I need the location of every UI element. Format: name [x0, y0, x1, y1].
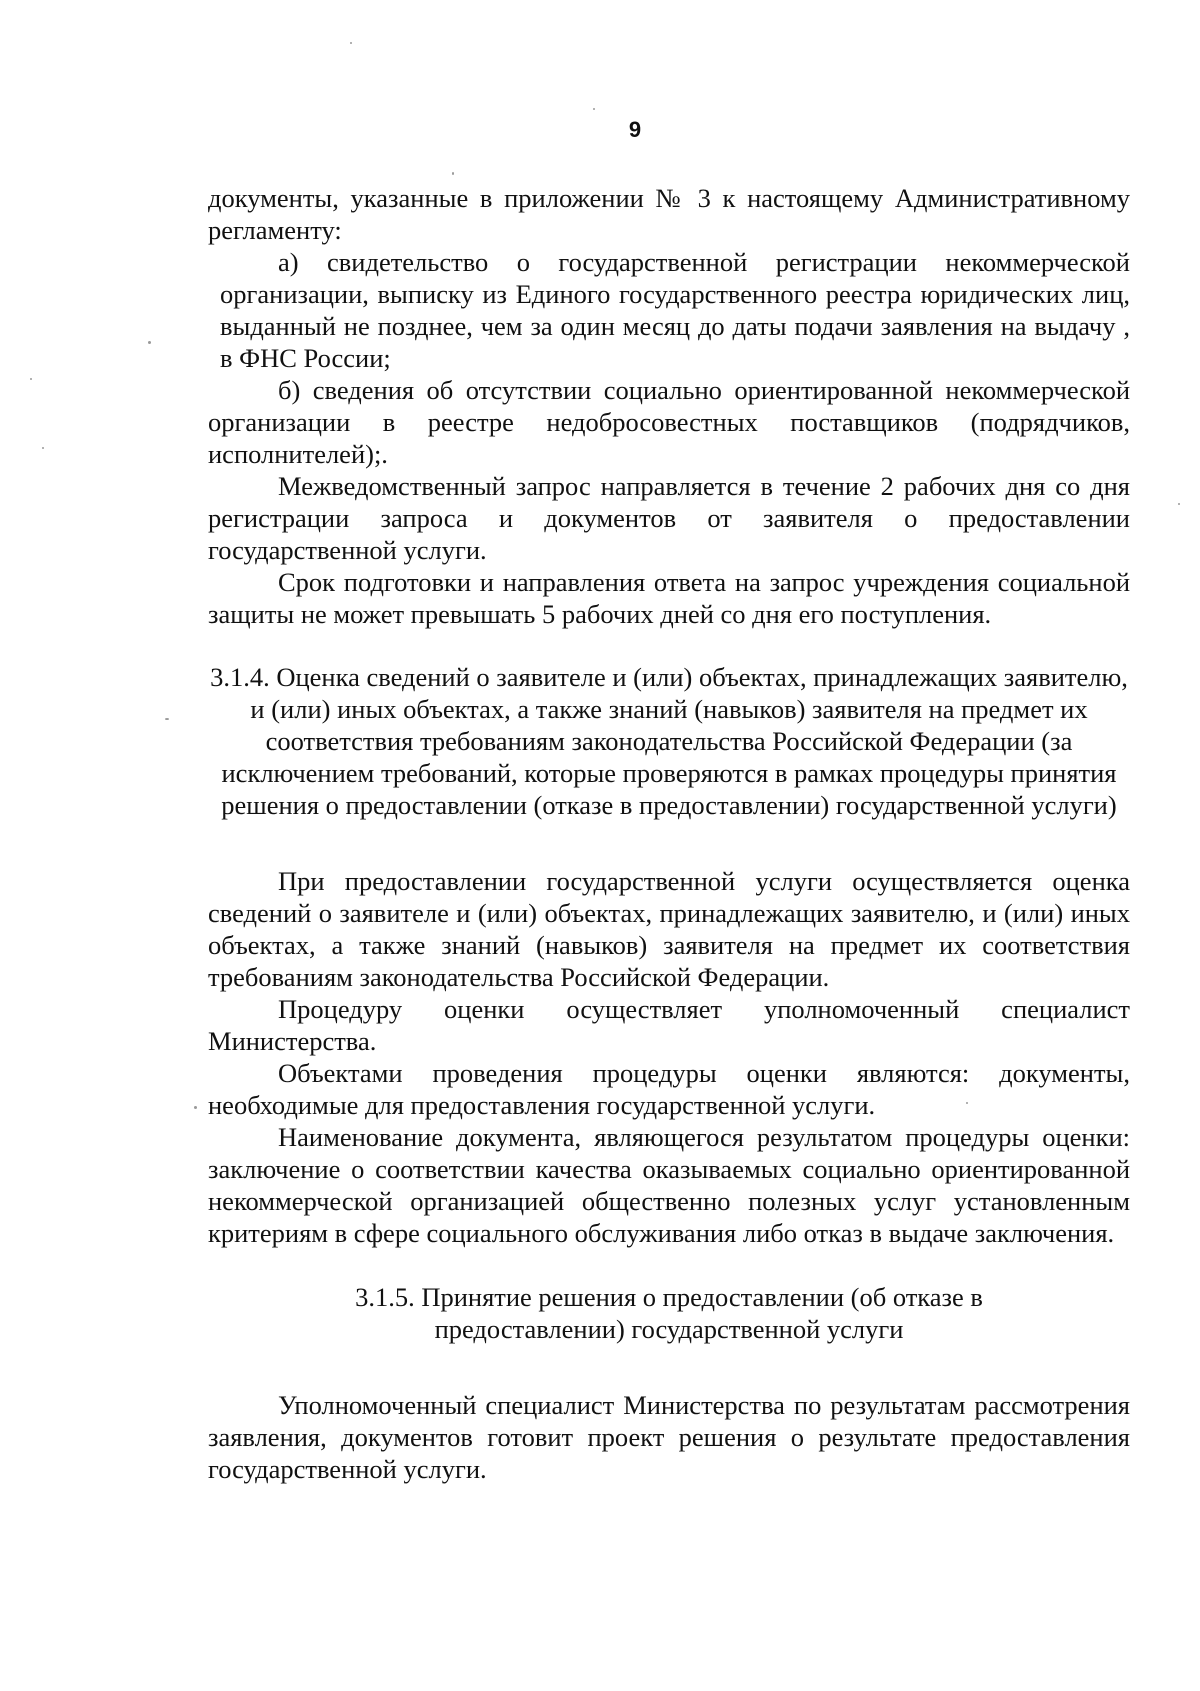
paragraph-result-document: Наименование документа, являющегося результатом процедуры оценки: заключение о соответствии качества оказываемых социально ориентированной некоммерческой организацией общественно полезных услуг установленным критериям в сфере социального обслуживания либо отказ в выдаче заключения. — [208, 1122, 1130, 1248]
scan-speck — [194, 1106, 197, 1109]
paragraph-response-deadline: Срок подготовки и направления ответа на запрос учреждения социальной защиты не может превышать 5 рабочих дней со дня его поступления. — [208, 567, 1130, 629]
paragraph-assessment-objects: Объектами проведения процедуры оценки являются: документы, необходимые для предоставления государственной услуги. — [208, 1058, 1130, 1120]
scan-speck — [42, 447, 44, 449]
paragraph-draft-decision: Уполномоченный специалист Министерства по результатам рассмотрения заявления, документов готовит проект решения о результате предоставления государственной услуги. — [208, 1390, 1130, 1484]
scan-speck — [452, 172, 454, 175]
section-heading-3-1-5: 3.1.5. Принятие решения о предоставлении (об отказе в предоставлении) государственной услуги — [355, 1282, 983, 1344]
scan-speck — [30, 378, 32, 380]
scan-speck — [350, 42, 352, 44]
paragraph-interagency-request: Межведомственный запрос направляется в течение 2 рабочих дня со дня регистрации запроса и документов от заявителя о предоставлении государственной услуги. — [208, 471, 1130, 565]
page-number: 9 — [628, 117, 642, 142]
paragraph-documents-intro: документы, указанные в приложении № 3 к настоящему Административному регламенту: — [208, 183, 1130, 245]
list-item-b: б) сведения об отсутствии социально ориентированной некоммерческой организации в реестре недобросовестных поставщиков (подрядчиков, исполнителей);. — [208, 375, 1130, 469]
scan-speck — [165, 718, 169, 720]
scan-speck — [966, 1102, 968, 1104]
paragraph-assessment: При предоставлении государственной услуги осуществляется оценка сведений о заявителе и (или) объектах, принадлежащих заявителю, и (или) иных объектах, а также знаний (навыков) заявителя на предмет их соответствия требованиям законодательства Российской Федерации. — [208, 866, 1130, 992]
list-item-a: а) свидетельство о государственной регистрации некоммерческой организации, выписку из Единого государственного реестра юридических лиц, выданный не позднее, чем за один месяц до даты подачи заявления на выдачу , в ФНС России; — [220, 247, 1130, 373]
scan-speck — [148, 341, 151, 344]
scan-speck — [593, 108, 595, 110]
paragraph-procedure-performer: Процедуру оценки осуществляет уполномоченный специалист Министерства. — [208, 994, 1130, 1056]
scan-speck — [1178, 503, 1180, 505]
document-body — [208, 182, 1130, 1485]
section-heading-3-1-4: 3.1.4. Оценка сведений о заявителе и (или) объектах, принадлежащих заявителю, и (или) иных объектах, а также знаний (навыков) заявителя на предмет их соответствия требованиям законодательства Российской Федерации (за исключением требований, которые проверяются в рамках процедуры принятия решения о предоставлении (отказе в предоставлении) государственной услуги) — [210, 662, 1128, 820]
